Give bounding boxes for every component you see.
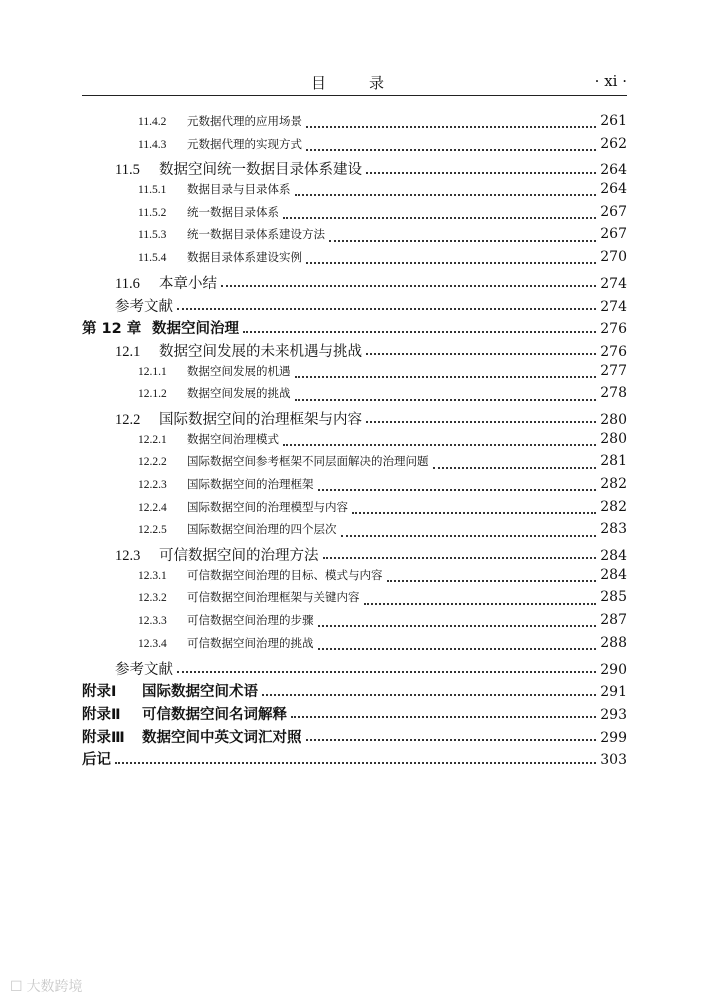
toc-entry-title: 可信数据空间治理框架与关键内容 (187, 590, 360, 605)
toc-entry-number: 12.1.1 (138, 365, 167, 378)
toc-entry (82, 204, 627, 227)
dot-leader (283, 217, 596, 219)
toc-entry (82, 181, 627, 204)
toc-entry (82, 521, 627, 544)
toc-entry (82, 748, 627, 771)
toc-entry-number: 第 12 章 (82, 321, 142, 338)
toc-entry-title: 可信数据空间治理的目标、模式与内容 (187, 567, 383, 582)
toc-entry-number: 12.2.4 (138, 501, 167, 514)
toc-entry-number: 12.3.4 (138, 637, 167, 650)
dot-leader (352, 512, 596, 514)
toc-entry-title: 统一数据目录体系建设方法 (187, 227, 325, 242)
toc-entry (82, 272, 627, 295)
toc-entry-title: 数据空间发展的机遇 (187, 363, 291, 378)
toc-entry (82, 385, 627, 408)
toc-entry-number: 12.3 (115, 548, 141, 565)
dot-leader (306, 739, 597, 741)
toc-entry-page: 280 (600, 430, 627, 447)
toc-entry (82, 589, 627, 612)
watermark-logo-icon: ☐ (10, 979, 23, 995)
toc-entry-title: 国际数据空间治理的四个层次 (187, 522, 337, 537)
toc-entry-page: 283 (600, 521, 627, 538)
toc-entry-title: 数据空间中英文词汇对照 (142, 729, 302, 746)
toc-entry-title: 参考文献 (115, 298, 173, 315)
toc-entry-number: 12.2 (115, 411, 141, 428)
dot-leader (177, 671, 596, 673)
toc-entry (82, 363, 627, 386)
toc-entry-title: 国际数据空间的治理框架与内容 (159, 411, 362, 428)
toc-entry-number: 11.4.2 (138, 116, 167, 128)
toc-entry-page: 280 (600, 411, 627, 428)
toc-entry-title: 数据空间统一数据目录体系建设 (159, 162, 362, 179)
dot-leader (306, 149, 596, 151)
toc-entry-number: 11.5.1 (138, 184, 167, 197)
toc-entry-title: 数据空间发展的挑战 (187, 386, 291, 401)
dot-leader (295, 194, 597, 196)
dot-leader (221, 285, 596, 287)
toc-entry-page: 261 (600, 113, 627, 129)
toc-entry-title: 统一数据目录体系 (187, 204, 279, 219)
toc-entry-page: 303 (600, 752, 627, 769)
toc-entry-title: 数据目录与目录体系 (187, 182, 291, 197)
toc-entry-page: 274 (600, 298, 627, 315)
toc-entry (82, 453, 627, 476)
watermark (10, 976, 83, 996)
toc-entry-page: 262 (600, 135, 627, 152)
dot-leader (433, 467, 597, 469)
toc-entry-title: 可信数据空间治理的挑战 (187, 635, 314, 650)
toc-entry-number: 11.5.4 (138, 252, 167, 265)
toc-entry (82, 567, 627, 590)
toc-entry (82, 317, 627, 340)
header-title: 目 录 (310, 74, 398, 92)
toc-entry-page: 282 (600, 476, 627, 492)
toc-entry (82, 431, 627, 454)
toc-entry-page: 299 (600, 729, 627, 746)
dot-leader (306, 262, 596, 264)
toc-entry (82, 635, 627, 658)
dot-leader (364, 603, 597, 605)
toc-entry (82, 158, 627, 181)
toc-entry (82, 249, 627, 272)
toc-entry-page: 285 (600, 589, 627, 606)
toc-entry-number: 12.1.2 (138, 388, 167, 401)
toc-entry-page: 288 (600, 634, 627, 651)
toc-entry-number: 12.3.3 (138, 615, 167, 628)
toc-entry-page: 276 (600, 343, 627, 360)
toc-entry-number: 12.2.1 (138, 433, 167, 446)
dot-leader (243, 331, 596, 333)
toc-entry (82, 726, 627, 749)
toc-entry-number: 11.5.2 (138, 206, 167, 219)
toc-entry-title: 数据目录体系建设实例 (187, 250, 302, 265)
toc-entry-page: 277 (600, 362, 627, 379)
toc-entry-page: 282 (600, 498, 627, 515)
toc-entry-title: 参考文献 (115, 661, 173, 678)
dot-leader (387, 580, 597, 582)
toc-entry (82, 680, 627, 703)
toc-entry-page: 267 (600, 203, 627, 220)
toc-entry-page: 267 (600, 226, 627, 243)
dot-leader (318, 625, 597, 627)
toc-entry (82, 703, 627, 726)
toc-entry-title: 后记 (82, 752, 111, 769)
toc-entry (82, 499, 627, 522)
dot-leader (318, 648, 597, 650)
toc-entry-page: 274 (600, 275, 627, 292)
toc-entry-number: 12.2.5 (138, 524, 167, 537)
toc-entry-page: 281 (600, 453, 627, 470)
toc-entry-number: 附录Ⅱ (82, 706, 121, 723)
toc-entry (82, 612, 627, 635)
toc-entry (82, 544, 627, 567)
toc-entry-page: 264 (600, 162, 627, 179)
toc-entry-title: 可信数据空间治理的步骤 (187, 613, 314, 628)
toc-entry-title: 国际数据空间参考框架不同层面解决的治理问题 (187, 454, 429, 469)
toc-entry-number: 12.2.3 (138, 479, 167, 491)
toc-entry-number: 11.6 (115, 275, 140, 292)
dot-leader (341, 535, 597, 537)
toc-entry-title: 可信数据空间名词解释 (142, 706, 287, 723)
toc-entry-title: 可信数据空间的治理方法 (159, 548, 319, 565)
toc-entry (82, 226, 627, 249)
toc-entry-number: 12.3.1 (138, 569, 167, 582)
dot-leader (115, 762, 596, 764)
toc-entry (82, 476, 627, 499)
toc-entry-page: 278 (600, 385, 627, 402)
dot-leader (262, 694, 596, 696)
toc-entry-page: 276 (600, 321, 627, 338)
toc-entry-title: 元数据代理的实现方式 (187, 136, 302, 151)
toc-entry-title: 本章小结 (159, 275, 217, 292)
toc-entry-title: 国际数据空间的治理框架 (187, 477, 314, 491)
toc-entry-number: 附录Ⅰ (82, 684, 117, 701)
header-rule (82, 95, 627, 96)
toc-entry-page: 284 (600, 548, 627, 565)
dot-leader (295, 376, 597, 378)
dot-leader (283, 444, 596, 446)
toc-entry-page: 293 (600, 706, 627, 723)
page-header (82, 72, 627, 94)
toc-entry-number: 12.2.2 (138, 456, 167, 469)
toc-entry-title: 国际数据空间术语 (142, 684, 258, 701)
watermark-text: 大数跨境 (26, 979, 83, 995)
dot-leader (306, 126, 596, 128)
toc-entry-number: 12.1 (115, 343, 141, 360)
dot-leader (329, 240, 596, 242)
dot-leader (366, 172, 596, 174)
toc-entry-number: 11.5.3 (138, 229, 167, 242)
dot-leader (323, 557, 597, 559)
dot-leader (295, 399, 597, 401)
toc-entry-page: 287 (600, 612, 627, 629)
toc-entry-title: 数据空间发展的未来机遇与挑战 (159, 343, 362, 360)
toc-entry-page: 290 (600, 661, 627, 678)
toc-entry-number: 12.3.2 (138, 592, 167, 605)
toc-entry-page: 264 (600, 181, 627, 198)
dot-leader (366, 421, 596, 423)
toc-entry-title: 数据空间治理 (152, 321, 239, 338)
toc-entry-number: 11.5 (115, 162, 140, 179)
table-of-contents (82, 113, 627, 771)
toc-entry (82, 136, 627, 159)
dot-leader (366, 353, 596, 355)
dot-leader (318, 489, 597, 491)
toc-entry-title: 国际数据空间的治理模型与内容 (187, 499, 348, 514)
toc-entry-number: 附录Ⅲ (82, 729, 125, 746)
toc-entry-title: 元数据代理的应用场景 (187, 114, 302, 128)
toc-entry (82, 340, 627, 363)
dot-leader (177, 308, 596, 310)
toc-entry (82, 658, 627, 681)
toc-entry-page: 270 (600, 249, 627, 266)
toc-entry (82, 408, 627, 431)
header-page-number: · xi · (594, 72, 627, 90)
toc-entry-number: 11.4.3 (138, 138, 167, 151)
toc-entry-title: 数据空间治理模式 (187, 431, 279, 446)
dot-leader (291, 716, 596, 718)
toc-entry-page: 291 (600, 684, 627, 701)
toc-entry-page: 284 (600, 566, 627, 583)
toc-entry (82, 113, 627, 136)
toc-entry (82, 295, 627, 318)
